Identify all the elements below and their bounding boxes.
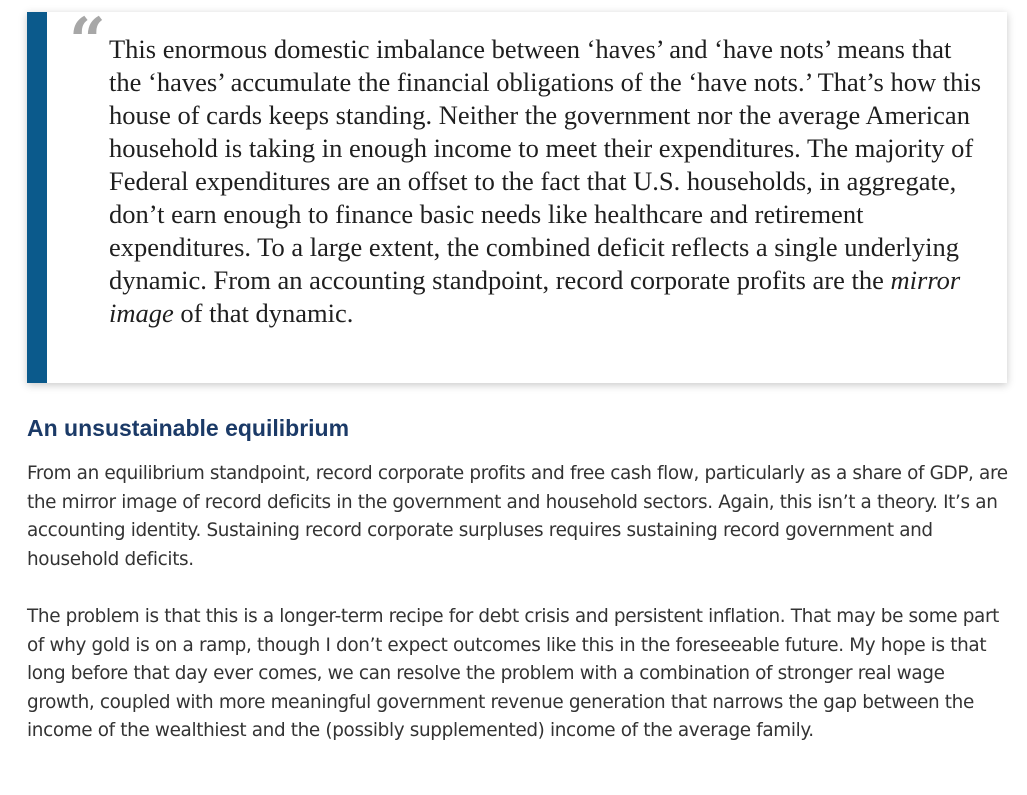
body-paragraph-2: The problem is that this is a longer-term recipe for debt crisis and persistent inflation. That may be some part of why gold is on a ramp, though I don’t expect outcomes like this in the foreseeable future. My hope is that long before that day ever comes, we can resolve the problem with a combination of stronger real wage growth, coupled with more meaningful government revenue generation that narrows the gap between the income of the wealthiest and the (possibly supplemented) income of the average family. xyxy=(27,606,1000,742)
body-paragraph-1: From an equilibrium standpoint, record corporate profits and free cash flow, particularly as a share of GDP, are the mirror image of record deficits in the government and household sectors. Again, this isn’t a theory. It’s an accounting identity. Sustaining record corporate surpluses requires sustaining record government and household deficits. xyxy=(27,463,1008,570)
pull-quote xyxy=(27,4,1007,383)
quote-text xyxy=(109,33,989,330)
quote-mark-icon: “ xyxy=(69,4,106,79)
quote-text-end: of that dynamic. xyxy=(173,298,354,328)
quote-accent-bar xyxy=(27,12,47,383)
section-heading: An unsustainable equilibrium xyxy=(27,415,350,441)
quote-text-emphasis: mirror image xyxy=(109,265,961,328)
quote-text-start: This enormous domestic imbalance between ‘haves’ and ‘have nots’ means that the ‘haves’ accumulate the financial obligations of the ‘have nots.’ That’s how this house of cards keeps standing. Neither the government nor the average American household is taking in enough income to meet their expenditures. The majority of Federal expenditures are an offset to the fact that U.S. households, in aggregate, don’t earn enough to finance basic needs like healthcare and retirement expenditures. To a large extent, the combined deficit reflects a single underlying dynamic. From an accounting standpoint, record corporate profits are the xyxy=(109,34,982,295)
